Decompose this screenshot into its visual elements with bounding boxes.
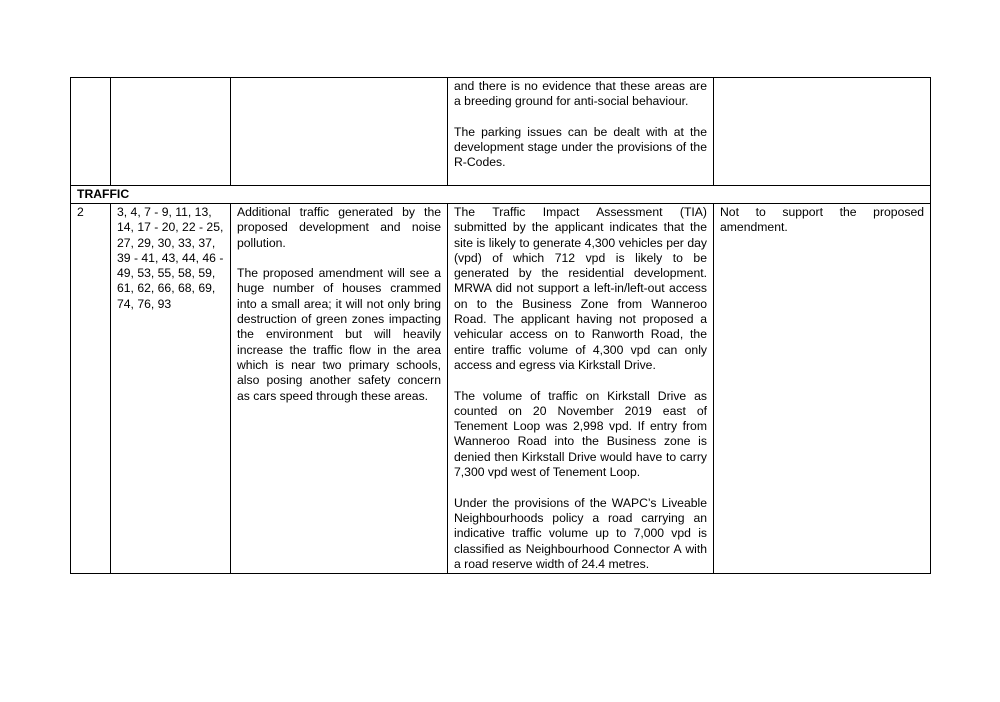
summary-cell (231, 204, 448, 574)
recommendation-text: Not to support the proposed amendment. (720, 205, 924, 235)
recommendation-cell (714, 78, 931, 186)
item-number: 2 (71, 204, 111, 574)
submissions-cell (111, 78, 231, 186)
submissions-table (70, 77, 931, 574)
section-heading: TRAFFIC (71, 186, 931, 204)
response-paragraph: The parking issues can be dealt with at the development stage under the provisions of the R-Codes. (454, 124, 707, 170)
summary-paragraph: Additional traffic generated by the proposed development and noise pollution. (237, 205, 441, 250)
response-cell (448, 78, 714, 186)
table-row-continuation (71, 78, 931, 186)
submission-numbers (111, 204, 231, 574)
response-paragraph: The Traffic Impact Assessment (TIA) submitted by the applicant indicates that the site is likely to generate 4,300 vehicles per day (vpd) of which 712 vpd is likely to be generated by the residential development. MRWA did not support a left-in/left-out access on to the Business Zone from Wanneroo Road. The applicant having not proposed a vehicular access on to Ranworth Road, the entire traffic volume of 4,300 vpd can only access and egress via Kirkstall Drive. (454, 205, 707, 372)
response-paragraph: Under the provisions of the WAPC’s Liveable Neighbourhoods policy a road carrying an indicative traffic volume up to 7,000 vpd is classified as Neighbourhood Connector A with a road reserve width of 24.4 metres. (454, 495, 707, 571)
response-paragraph: The volume of traffic on Kirkstall Drive as counted on 20 November 2019 east of Tenement Loop was 2,998 vpd. If entry from Wanneroo Road into the Business zone is denied then Kirkstall Drive would have to carry 7,300 vpd west of Tenement Loop. (454, 388, 707, 480)
summary-cell (231, 78, 448, 186)
table-row (71, 204, 931, 574)
number-cell (71, 78, 111, 186)
section-heading-row (71, 186, 931, 204)
recommendation-cell (714, 204, 931, 574)
summary-paragraph: The proposed amendment will see a huge number of houses crammed into a small area; it will not only bring destruction of green zones impacting the environment but will heavily increase the traffic flow in the area which is near two primary schools, also posing another safety concern as cars speed through these areas. (237, 266, 441, 403)
submission-numbers-text: 3, 4, 7 - 9, 11, 13, 14, 17 - 20, 22 - 25, 27, 29, 30, 33, 37, 39 - 41, 43, 44, 46 - 49, 53, 55, 58, 59, 61, 62, 66, 68, 69, 74, 76, 93 (117, 205, 224, 311)
response-paragraph: and there is no evidence that these areas are a breeding ground for anti-social behaviour. (454, 79, 707, 109)
response-cell (448, 204, 714, 574)
